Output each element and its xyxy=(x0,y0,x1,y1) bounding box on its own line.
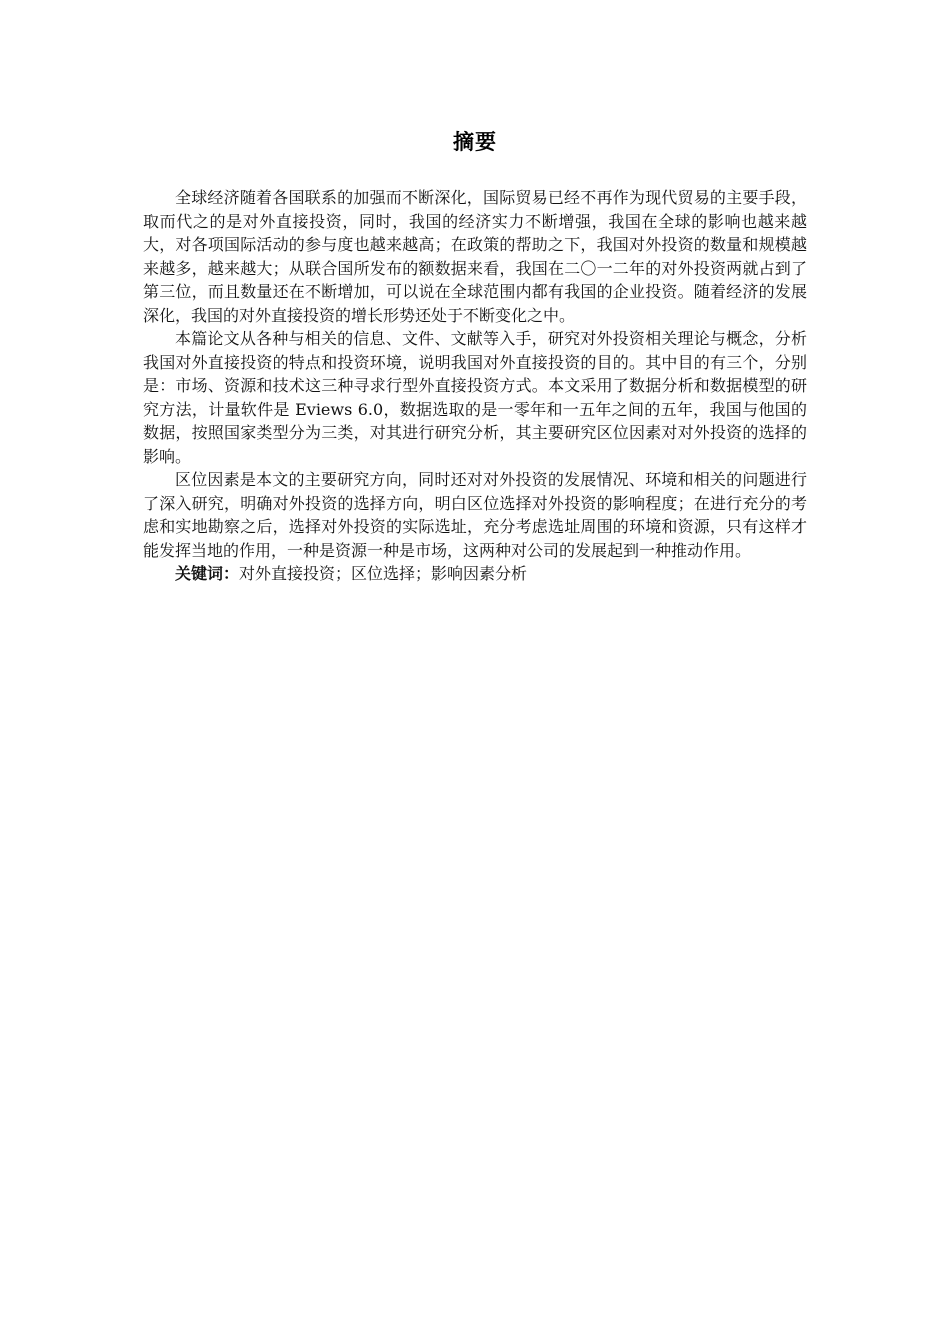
abstract-paragraph-3: 区位因素是本文的主要研究方向，同时还对对外投资的发展情况、环境和相关的问题进行了深入研究，明确对外投资的选择方向，明白区位选择对外投资的影响程度；在进行充分的考虑和实地勘察之后，选择对外投资的实际选址，充分考虑选址周围的环境和资源，只有这样才能发挥当地的作用，一种是资源一种是市场，这两种对公司的发展起到一种推动作用。 xyxy=(143,470,807,560)
abstract-paragraph-1: 全球经济随着各国联系的加强而不断深化，国际贸易已经不再作为现代贸易的主要手段，取而代之的是对外直接投资，同时，我国的经济实力不断增强，我国在全球的影响也越来越大，对各项国际活动的参与度也越来越高；在政策的帮助之下，我国对外投资的数量和规模越来越多，越来越大；从联合国所发布的额数据来看，我国在二〇一二年的对外投资两就占到了第三位，而且数量还在不断增加，可以说在全球范围内都有我国的企业投资。随着经济的发展深化，我国的对外直接投资的增长形势还处于不断变化之中。 xyxy=(143,188,807,325)
abstract-paragraph-2: 本篇论文从各种与相关的信息、文件、文献等入手，研究对外投资相关理论与概念，分析我国对外直接投资的特点和投资环境，说明我国对外直接投资的目的。其中目的有三个，分别是：市场、资源和技术这三种寻求行型外直接投资方式。本文采用了数据分析和数据模型的研究方法，计量软件是 Eviews 6.0，数据选取的是一零年和一五年之间的五年，我国与他国的数据，按照国家类型分为三类，对其进行研究分析，其主要研究区位因素对对外投资的选择的影响。 xyxy=(143,329,807,466)
keywords-label: 关键词： xyxy=(175,564,240,583)
abstract-body xyxy=(143,186,807,586)
keywords-text: 对外直接投资；区位选择；影响因素分析 xyxy=(239,564,528,583)
abstract-title: 摘要 xyxy=(453,130,497,154)
keywords-line xyxy=(143,562,807,586)
